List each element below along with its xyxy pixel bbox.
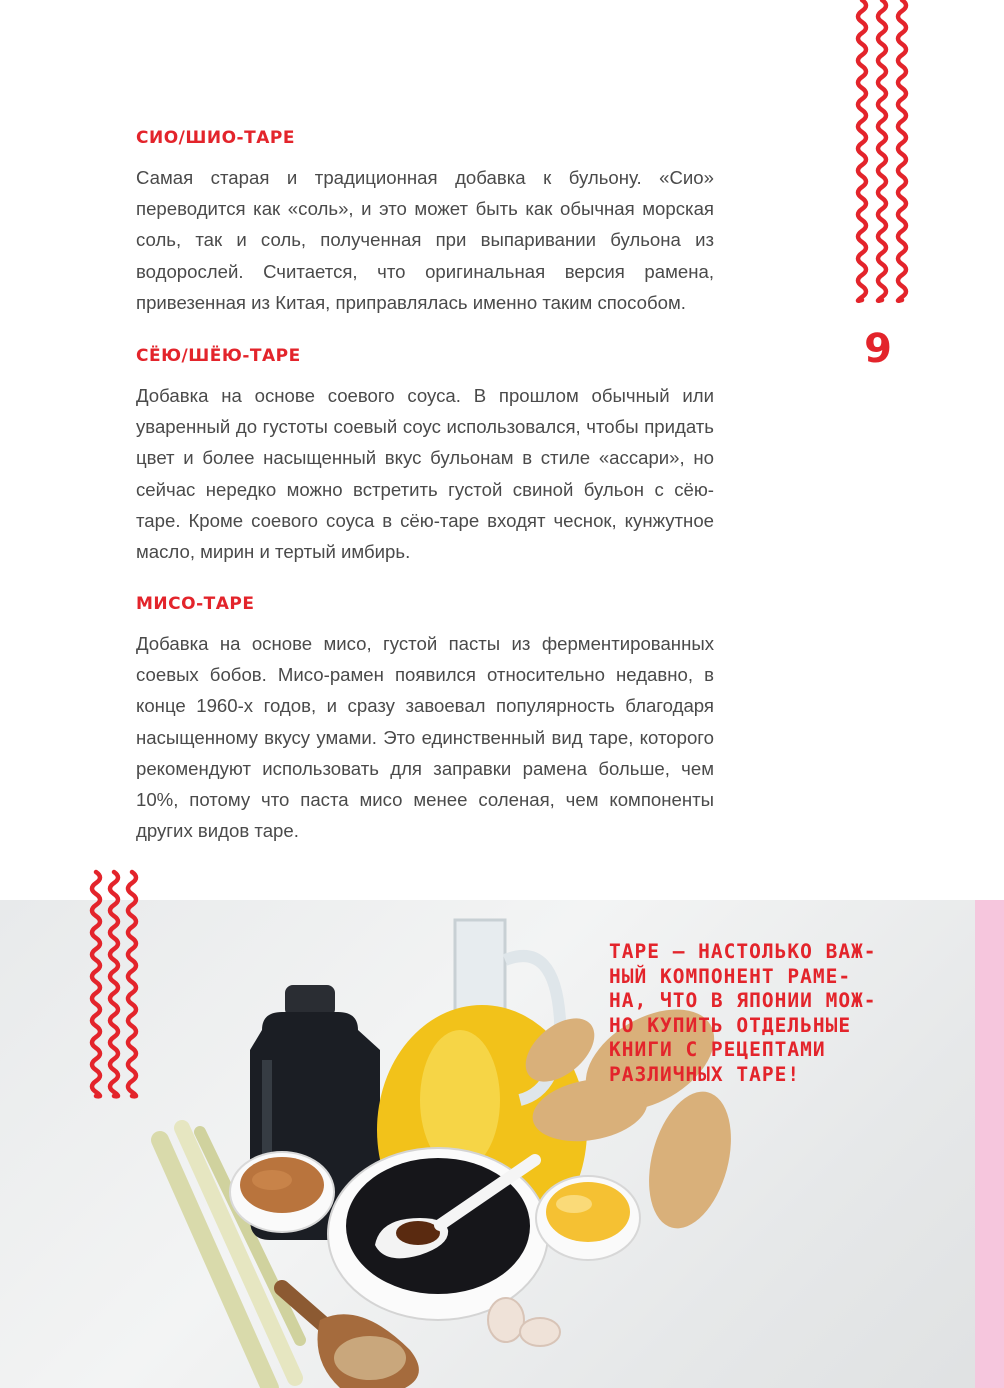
callout-text: ТАРЕ – НАСТОЛЬКО ВАЖ- НЫЙ КОМПОНЕНТ РАМЕ- НА, ЧТО В ЯПОНИИ МОЖ- НО КУПИТЬ ОТДЕЛЬНЫЕ КНИГИ С РЕЦЕПТАМИ РАЗЛИЧНЫХ ТАРЕ!	[609, 940, 877, 1086]
wavy-line	[898, 0, 906, 301]
section-miso-tare	[136, 594, 714, 846]
section-body: Самая старая и традиционная добавка к бульону. «Сио» переводится как «соль», и это может быть как обычная морская соль, так и соль, полученная при выпаривании бульона из водорослей. Считается, что оригинальная версия рамена, привезенная из Китая, приправлялась именно таким способом.	[136, 167, 714, 313]
section-shoyu-tare	[136, 346, 714, 567]
wavy-line	[110, 872, 118, 1096]
section-shio-tare	[136, 128, 714, 318]
section-title: СИО/ШИО-ТАРЕ	[136, 128, 295, 148]
section-title: МИСО-ТАРЕ	[136, 594, 255, 614]
wavy-line	[92, 872, 100, 1096]
garlic-image	[488, 1298, 560, 1346]
wavy-noodle-lines-icon	[84, 868, 144, 1100]
section-title: СЁЮ/ШЁЮ-ТАРЕ	[136, 346, 301, 366]
wavy-line	[878, 0, 886, 301]
pink-side-strip	[975, 900, 1004, 1388]
wavy-line	[128, 872, 136, 1096]
wavy-line	[858, 0, 866, 301]
page-number: 9	[864, 326, 892, 372]
honey-bowl-image	[536, 1176, 640, 1260]
wavy-noodle-lines-icon	[846, 0, 916, 306]
section-body: Добавка на основе соевого соуса. В прошлом обычный или уваренный до густоты соевый соус использовался, чтобы придать цвет и более насыщенный вкус бульонам в стиле «ассари», но сейчас нередко можно встретить густой свиной бульон с сёю-таре. Кроме соевого соуса в сёю-таре входят чеснок, кунжутное масло, мирин и тертый имбирь.	[136, 385, 714, 563]
soy-sauce-bowl-image	[328, 1148, 548, 1320]
sugar-bowl-image	[230, 1152, 334, 1232]
section-body: Добавка на основе мисо, густой пасты из ферментированных соевых бобов. Мисо-рамен появился относительно недавно, в конце 1960-х годов, и сразу завоевал популярность благодаря насыщенному вкусу умами. Это единственный вид таре, которого рекомендуют использовать для заправки рамена больше, чем 10%, потому что паста мисо менее соленая, чем компоненты других видов таре.	[136, 633, 714, 842]
